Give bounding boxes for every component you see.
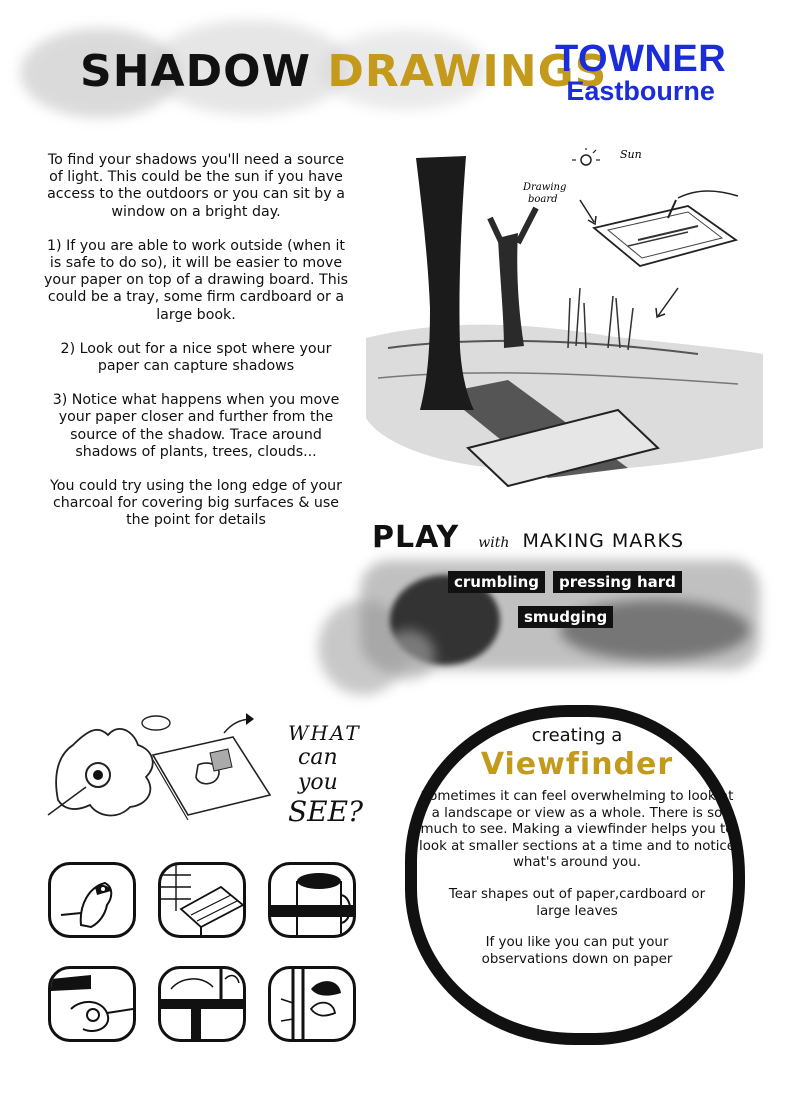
what-can-you-see xyxy=(288,722,368,828)
viewfinder-heading: creating a xyxy=(531,725,623,746)
viewfinder-title: Viewfinder xyxy=(480,747,674,782)
play-heading xyxy=(372,520,684,555)
instructions-step-1: 1) If you are able to work outside (when it is safe to do so), it will be easier to move your paper on top of a drawing board. This could be a tray, some firm cardboard or a large book. xyxy=(43,237,349,323)
viewfinder-para-1: Sometimes it can feel overwhelming to look at a landscape or view as a whole. There is so much to see. Making a viewfinder helps you to look at smaller sections at a time and to notice what's around you. xyxy=(418,789,736,871)
title-word-shadow: SHADOW xyxy=(80,46,312,97)
observation-cell-roof xyxy=(158,862,246,938)
viewfinder-para-2: Tear shapes out of paper,cardboard or large leaves xyxy=(448,886,706,919)
what-line-2: can xyxy=(298,745,338,770)
mark-swatch-round xyxy=(380,630,435,680)
tag-pressing-hard: pressing hard xyxy=(553,571,682,593)
play-word: PLAY xyxy=(372,520,460,555)
sun-label: Sun xyxy=(620,148,642,161)
observation-cell-bird xyxy=(48,862,136,938)
observation-cell-window xyxy=(158,966,246,1042)
tag-crumbling: crumbling xyxy=(448,571,545,593)
instructions-tip: You could try using the long edge of your charcoal for covering big surfaces & use the point for details xyxy=(49,478,342,529)
towner-logo xyxy=(555,40,726,105)
instructions-step-3: 3) Notice what happens when you move your paper closer and further from the source of the shadow. Trace around shadows of plants, trees, clouds... xyxy=(52,392,340,460)
observation-cell-mug xyxy=(268,862,356,938)
observation-cell-flower xyxy=(48,966,136,1042)
leaf-viewfinder-sketch xyxy=(38,705,278,835)
tree-illustration xyxy=(358,148,770,498)
title-word-drawings: DRAWINGS xyxy=(327,46,608,97)
what-line-3: you xyxy=(298,770,338,796)
instructions xyxy=(40,152,352,547)
tag-smudging: smudging xyxy=(518,606,613,628)
board-label-line1: Drawing xyxy=(523,182,567,193)
logo-line-towner: TOWNER xyxy=(555,38,727,80)
instructions-step-2: 2) Look out for a nice spot where your paper can capture shadows xyxy=(60,340,332,375)
play-with: with xyxy=(478,535,510,551)
board-label-line2: board xyxy=(528,194,558,205)
page-title xyxy=(80,46,607,97)
what-line-1: WHAT xyxy=(288,721,361,745)
instructions-intro: To find your shadows you'll need a source of light. This could be the sun if you have access to the outdoors or you can sit by a window on a bright day. xyxy=(47,152,345,220)
what-line-4: SEE? xyxy=(288,794,364,828)
making-marks: MAKING MARKS xyxy=(522,530,685,552)
viewfinder-para-3: If you like you can put your observations down on paper xyxy=(481,935,673,967)
viewfinder-panel xyxy=(412,725,742,983)
logo-line-eastbourne: Eastbourne xyxy=(566,76,715,106)
observation-cell-plant xyxy=(268,966,356,1042)
viewfinder-body xyxy=(412,789,742,968)
sun-icon xyxy=(581,155,591,165)
